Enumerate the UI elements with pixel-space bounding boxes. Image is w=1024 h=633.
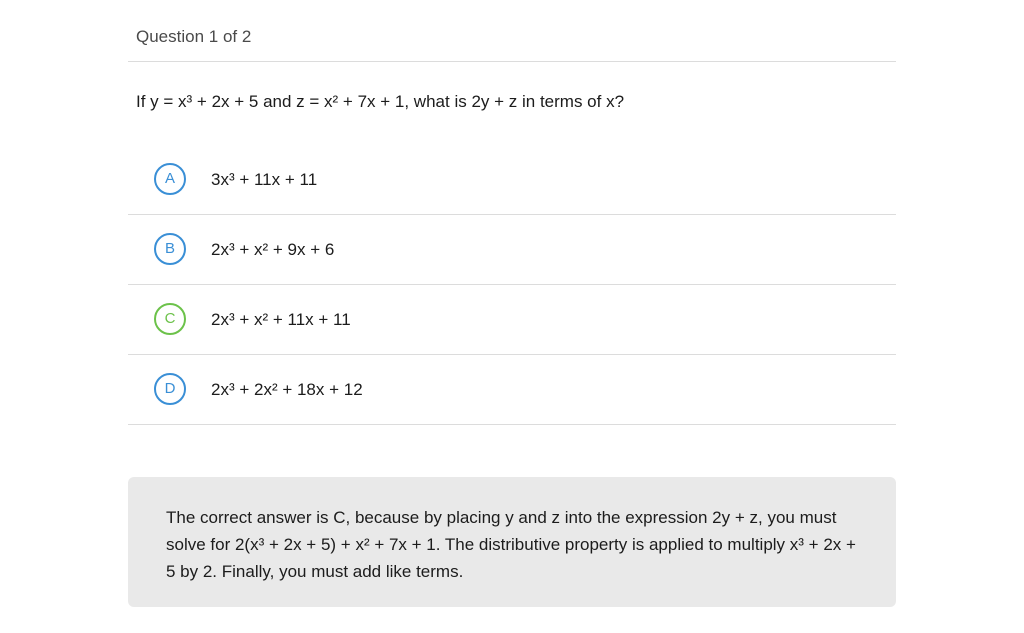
- option-b-text: 2x³ + x² + 9x + 6: [211, 240, 335, 259]
- header-divider: [128, 61, 896, 62]
- question-counter: Question 1 of 2: [136, 27, 252, 46]
- option-d-text: 2x³ + 2x² + 18x + 12: [211, 380, 363, 399]
- option-d-badge: D: [154, 373, 186, 405]
- question-text: If y = x³ + 2x + 5 and z = x² + 7x + 1, what is 2y + z in terms of x?: [136, 92, 625, 111]
- option-c-badge: C: [154, 303, 186, 335]
- option-a[interactable]: [128, 145, 896, 215]
- option-b[interactable]: [128, 215, 896, 285]
- answer-options: [128, 145, 896, 425]
- option-a-text: 3x³ + 11x + 11: [211, 170, 318, 189]
- explanation-box: [128, 477, 896, 607]
- explanation-text: The correct answer is C, because by placing y and z into the expression 2y + z, you must solve for 2(x³ + 2x + 5) + x² + 7x + 1. The distributive property is applied to multiply x³ + 2x + 5 by 2. Finally, you must add like terms.: [166, 508, 856, 581]
- option-c[interactable]: [128, 285, 896, 355]
- option-b-badge: B: [154, 233, 186, 265]
- option-a-badge: A: [154, 163, 186, 195]
- option-c-text: 2x³ + x² + 11x + 11: [211, 310, 351, 329]
- option-d[interactable]: [128, 355, 896, 425]
